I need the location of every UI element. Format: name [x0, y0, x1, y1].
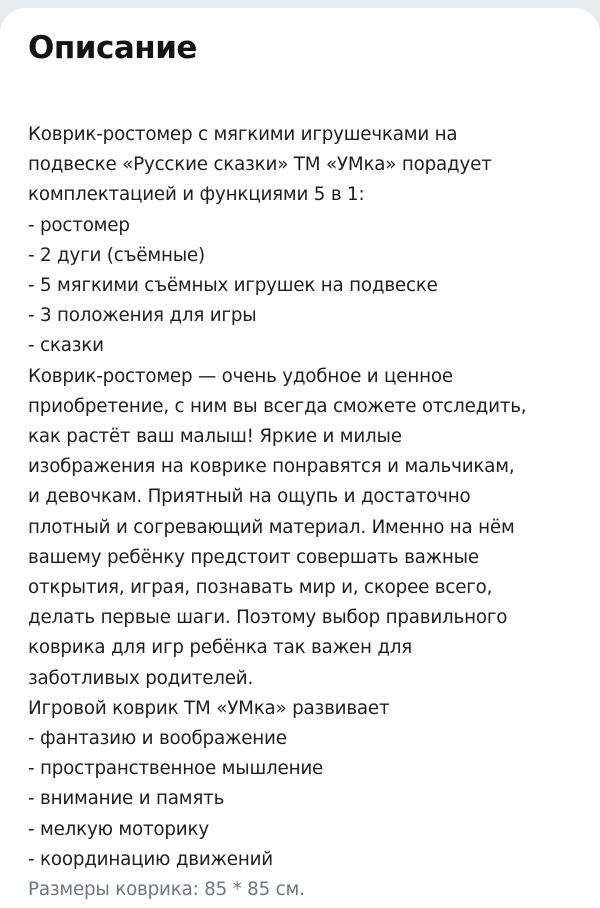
description-list-item: - координацию движений [28, 848, 273, 870]
description-list-item: - пространственное мышление [28, 758, 324, 780]
description-line: Коврик-ростомер — очень удобное и ценное [28, 365, 453, 387]
description-line: плотный и согревающий материал. Именно на нём [28, 516, 515, 538]
description-list-item: - ростомер [28, 214, 130, 236]
description-list-item: - фантазию и воображение [28, 728, 287, 750]
description-list-item: - 5 мягкими съёмных игрушек на подвеске [28, 275, 438, 297]
description-line: как растёт ваш малыш! Яркие и милые [28, 426, 402, 448]
description-line: Коврик-ростомер с мягкими игрушечками на [28, 124, 458, 145]
description-line: комплектацией и функциями 5 в 1: [28, 184, 365, 206]
description-line: открытия, играя, познавать мир и, скорее всего, [28, 577, 493, 599]
description-list-item: - мелкую моторику [28, 818, 209, 840]
description-line: делать первые шаги. Поэтому выбор правильного [28, 607, 508, 629]
section-title: Описание [28, 30, 197, 66]
description-list-item: - 3 положения для игры [28, 305, 257, 327]
description-line: Игровой коврик ТМ «УМка» развивает [28, 697, 390, 719]
mat-dimensions: Размеры коврика: 85 * 85 см. [28, 879, 305, 901]
description-text [28, 120, 574, 905]
description-card [0, 8, 600, 908]
description-list-item: - сказки [28, 335, 104, 357]
description-line: коврика для игр ребёнка так важен для [28, 637, 413, 659]
description-line: вашему ребёнку предстоит совершать важные [28, 546, 479, 568]
description-line: подвеске «Русские сказки» ТМ «УМка» порадует [28, 154, 492, 176]
description-list-item: - 2 дуги (съёмные) [28, 244, 205, 266]
description-line: и девочкам. Приятный на ощупь и достаточно [28, 486, 471, 508]
description-line: приобретение, с ним вы всегда сможете отследить, [28, 395, 527, 417]
description-line: заботливых родителей. [28, 667, 254, 689]
description-line: изображения на коврике понравятся и мальчикам, [28, 456, 515, 478]
description-list-item: - внимание и память [28, 788, 225, 810]
